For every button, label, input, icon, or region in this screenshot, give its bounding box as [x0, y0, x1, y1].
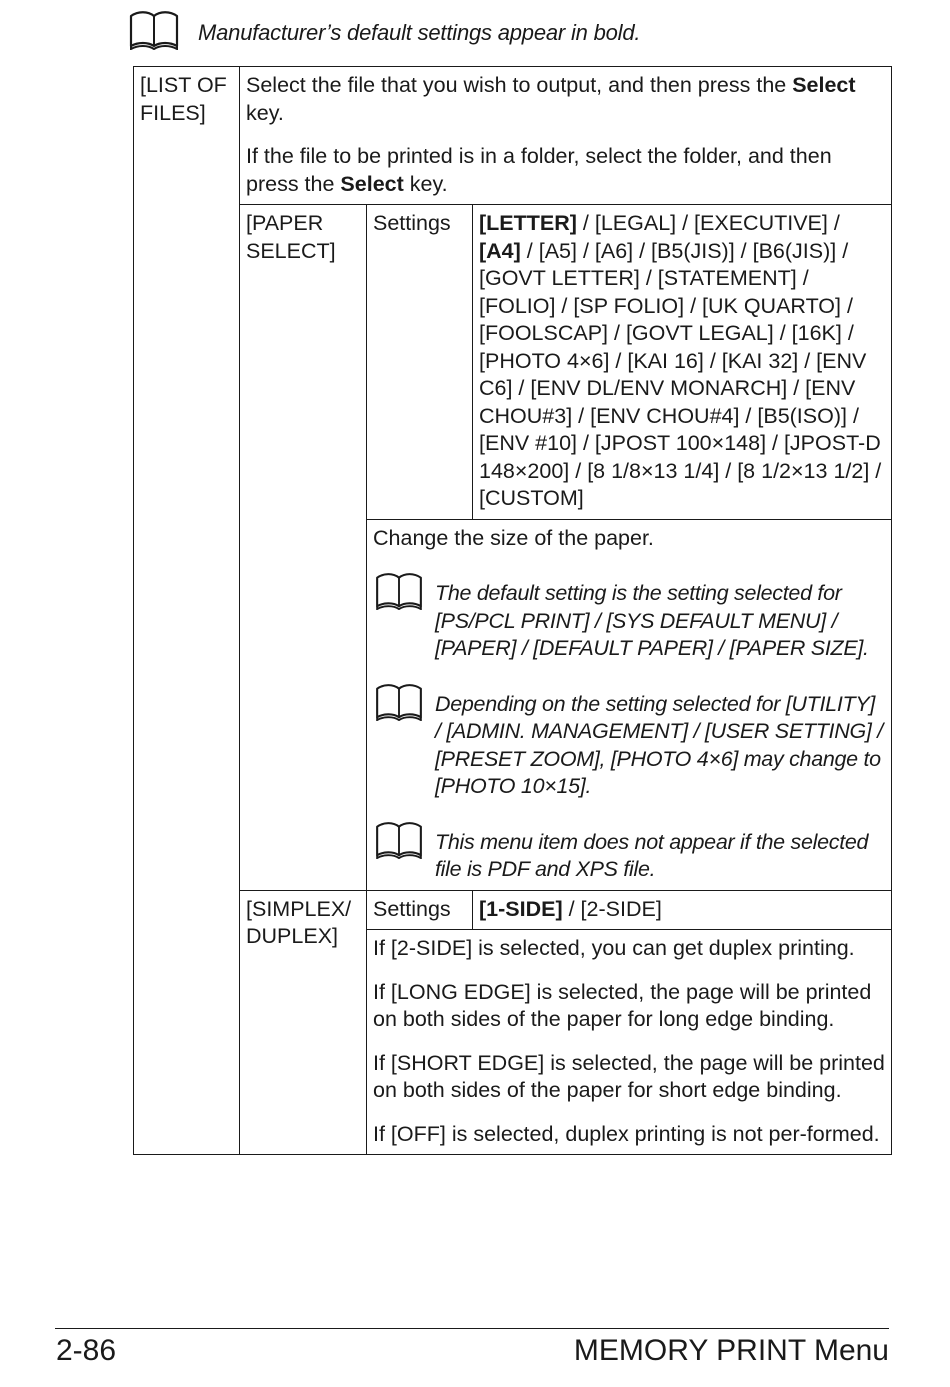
menu-settings-table	[133, 66, 892, 1155]
simplex-duplex-desc-3: If [SHORT EDGE] is selected, the page will be printed on both sides of the paper for short edge binding.	[373, 1050, 885, 1102]
list-of-files-label: [LIST OF FILES]	[134, 67, 240, 1155]
select-key-label: Select	[792, 73, 856, 97]
simplex-duplex-label: [SIMPLEX/ DUPLEX]	[240, 890, 367, 1155]
list-of-files-desc-2: If the file to be printed is in a folder, select the folder, and then press the Select key.	[246, 144, 832, 196]
simplex-duplex-desc-4: If [OFF] is selected, duplex printing is not per-formed.	[373, 1121, 880, 1146]
book-icon	[373, 683, 425, 721]
simplex-duplex-settings-label: Settings	[367, 890, 473, 930]
book-icon	[128, 10, 180, 50]
list-of-files-row	[134, 67, 892, 205]
paper-select-note-3: This menu item does not appear if the selected file is PDF and XPS file.	[373, 821, 885, 884]
select-key-label: Select	[340, 171, 404, 196]
paper-select-note-2: Depending on the setting selected for [UTILITY] / [ADMIN. MANAGEMENT] / [USER SETTING] / [PRESET ZOOM], [PHOTO 4×6] may change to [PHOTO 10×15].	[373, 683, 885, 801]
simplex-duplex-settings-row	[134, 890, 892, 930]
book-icon	[373, 821, 425, 859]
paper-select-options: [LETTER] / [LEGAL] / [EXECUTIVE] / [A4] / [A5] / [A6] / [B5(JIS)] / [B6(JIS)] / [GOVT LETTER] / [STATEMENT] / [FOLIO] / [SP FOLIO] / [UK QUARTO] / [FOOLSCAP] / [GOVT LEGAL] / [16K] / [PHOTO 4×6] / [KAI 16] / [KAI 32] / [ENV C6] / [ENV DL/ENV MONARCH] / [ENV CHOU#3] / [ENV CHOU#4] / [B5(ISO)] / [ENV #10] / [JPOST 100×148] / [JPOST-D 148×200] / [8 1/8×13 1/4] / [8 1/2×13 1/2] / [CUSTOM]	[473, 205, 892, 520]
paper-select-label: [PAPER SELECT]	[240, 205, 367, 891]
paper-select-desc-text: Change the size of the paper.	[373, 525, 654, 550]
paper-select-settings-row	[134, 205, 892, 520]
page-number: 2-86	[56, 1334, 117, 1367]
default-option: [LETTER]	[479, 211, 577, 235]
paper-select-settings-label: Settings	[367, 205, 473, 520]
section-title: MEMORY PRINT Menu	[573, 1334, 889, 1367]
simplex-duplex-desc-1: If [2-SIDE] is selected, you can get duplex printing.	[373, 936, 855, 960]
list-of-files-desc-1: Select the file that you wish to output, and then press the Select key.	[246, 73, 856, 125]
simplex-duplex-options: [1-SIDE] / [2-SIDE]	[473, 890, 892, 930]
paper-select-description	[367, 519, 892, 890]
book-icon	[373, 572, 425, 610]
default-settings-note	[128, 10, 888, 50]
list-of-files-description	[240, 67, 892, 205]
default-option: [1-SIDE]	[479, 896, 563, 921]
paper-select-note-1: The default setting is the setting selected for [PS/PCL PRINT] / [SYS DEFAULT MENU] / [PAPER] / [DEFAULT PAPER] / [PAPER SIZE].	[373, 572, 885, 663]
default-option: [A4]	[479, 238, 521, 263]
simplex-duplex-desc-2: If [LONG EDGE] is selected, the page will be printed on both sides of the paper for long edge binding.	[373, 979, 872, 1031]
footer-divider	[55, 1328, 889, 1329]
default-settings-note-text: Manufacturer’s default settings appear in bold.	[198, 20, 641, 45]
simplex-duplex-description	[367, 930, 892, 1155]
